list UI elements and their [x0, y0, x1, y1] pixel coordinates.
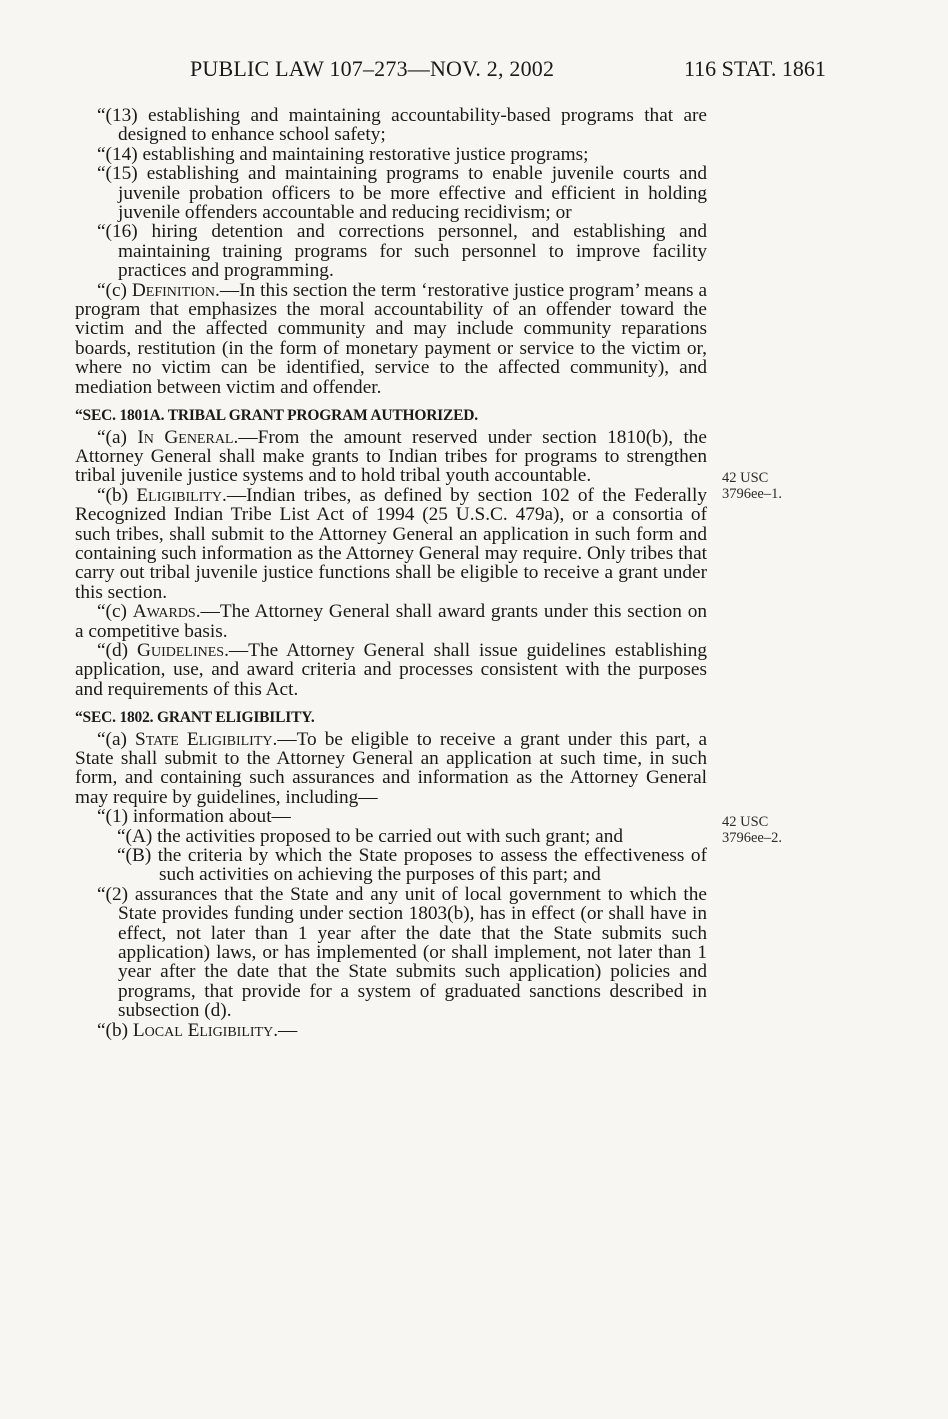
subsection-heading: Local Eligibility [132, 1019, 274, 1041]
margin-citation-1802 [722, 814, 832, 846]
margin-citation-1801a [722, 470, 832, 502]
subsection-text: .—To be eligible to receive a grant under this part, a State shall submit to the Attorney General an application at such time, in such form, and containing such assurances and information as the Attorney General may require by guidelines, including— [75, 728, 707, 808]
paragraph-16: “(16) hiring detention and corrections personnel, and establishing and maintaining training programs for such personnel to improve facility practices and programming. [97, 221, 707, 282]
paragraph-13: “(13) establishing and maintaining accountability-based programs that are designed to enhance school safety; [97, 105, 707, 146]
running-header-title: PUBLIC LAW 107–273—NOV. 2, 2002 [190, 56, 555, 81]
subsection-text: .— [273, 1019, 298, 1041]
statute-body [75, 106, 707, 1040]
subparagraph-A: “(A) the activities proposed to be carried out with such grant; and [117, 825, 623, 847]
subsection-heading: Awards [132, 601, 196, 623]
paragraph-2: “(2) assurances that the State and any unit of local government to which the State provides funding under section 1803(b), has in effect (or shall have in effect, not later than 1 year after the date that the State submits such application) laws, or has implemented (or shall implement, not later than 1 year after the date that the State submits such application) policies and programs, that provide for a system of graduated sanctions described in subsection (d). [97, 883, 707, 1022]
subsection-guidelines [75, 641, 707, 699]
subsection-heading: Guidelines [137, 639, 225, 661]
subsection-lead: “(a) [97, 426, 138, 448]
subsection-text: .—In this section the term ‘restorative justice program’ means a program that emphasizes the moral accountability of an offender toward the victim and the affected community and may include community reparations boards, restitution (in the form of monetary payment or service to the victim or, where no victim can be identified, service to the affected community), and mediation between victim and offender. [75, 279, 707, 398]
subsection-lead: “(d) [97, 639, 138, 661]
section-heading-1802: “SEC. 1802. GRANT ELIGIBILITY. [75, 709, 315, 727]
subsection-text: .—Indian tribes, as defined by section 102 of the Federally Recognized Indian Tribe List Act of 1994 (25 U.S.C. 479a), or a consortia of such tribes, shall submit to the Attorney General an application in such form and containing such information as the Attorney General may require. Only tribes that carry out tribal juvenile justice functions shall be eligible to receive a grant under this section. [75, 484, 707, 603]
subsection-heading: State Eligibility [135, 728, 273, 750]
subsection-heading: Definition [131, 279, 216, 301]
margin-citation-line: 3796ee–1. [722, 486, 782, 502]
subsection-heading: In General [137, 426, 234, 448]
margin-citation-line: 42 USC [722, 814, 769, 830]
section-heading-1801a: “SEC. 1801A. TRIBAL GRANT PROGRAM AUTHORIZED. [75, 407, 478, 425]
subsection-lead: “(a) [97, 728, 135, 750]
paragraph-1: “(1) information about— [97, 806, 291, 828]
subsection-eligibility [75, 486, 707, 602]
subsection-lead: “(b) [97, 484, 137, 506]
paragraph-14: “(14) establishing and maintaining restorative justice programs; [97, 143, 589, 165]
subparagraph-B: “(B) the criteria by which the State proposes to assess the effectiveness of such activities on achieving the purposes of this part; and [117, 845, 707, 886]
subsection-text: .—From the amount reserved under section 1810(b), the Attorney General shall make grants to Indian tribes for programs to strengthen tribal juvenile justice systems and to hold tribal youth accountable. [75, 426, 707, 487]
margin-citation-line: 3796ee–2. [722, 830, 782, 846]
margin-citation-line: 42 USC [722, 470, 769, 486]
subsection-text: .—The Attorney General shall award grants under this section on a competitive basis. [75, 601, 707, 642]
subsection-local-eligibility [75, 1021, 707, 1040]
subsection-in-general [75, 428, 707, 486]
running-header-page: 116 STAT. 1861 [684, 56, 826, 81]
subsection-awards [75, 602, 707, 641]
subsection-lead: “(c) [97, 279, 132, 301]
subsection-lead: “(b) [97, 1019, 133, 1041]
subsection-heading: Eligibility [136, 484, 222, 506]
paragraph-15: “(15) establishing and maintaining programs to enable juvenile courts and juvenile probation officers to be more effective and efficient in holding juvenile offenders accountable and reducing recidivism; or [97, 163, 707, 224]
subsection-state-eligibility [75, 730, 707, 808]
subsection-lead: “(c) [97, 601, 133, 623]
subsection-text: .—The Attorney General shall issue guidelines establishing application, use, and award criteria and processes consistent with the purposes and requirements of this Act. [75, 639, 707, 700]
definition-subsection [75, 281, 707, 397]
